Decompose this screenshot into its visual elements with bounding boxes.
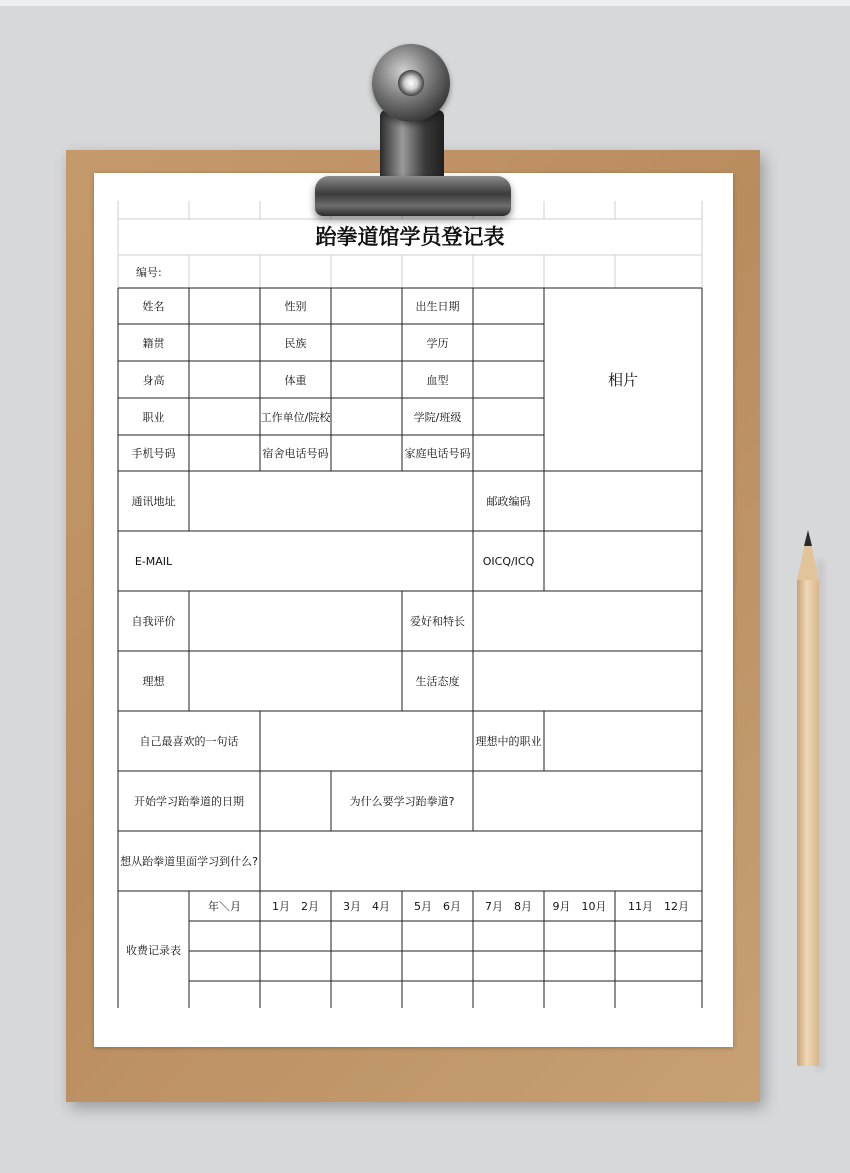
fee-header-nov-dec: 11月 12月 <box>628 900 689 913</box>
fee-header-mar-apr: 3月 4月 <box>343 900 390 913</box>
label-blood-type: 血型 <box>426 373 449 387</box>
fee-header-jul-aug: 7月 8月 <box>485 900 532 913</box>
label-postcode: 邮政编码 <box>486 495 531 508</box>
label-start-date: 开始学习跆拳道的日期 <box>134 795 244 808</box>
input-college-class[interactable] <box>473 398 544 435</box>
fee-cell[interactable] <box>331 951 402 981</box>
label-occupation: 职业 <box>142 410 165 424</box>
input-email[interactable] <box>189 531 473 591</box>
fee-header-year-month: 年＼月 <box>208 900 241 913</box>
fee-cell[interactable] <box>615 981 702 1008</box>
background-top-band <box>0 0 850 6</box>
label-life-attitude: 生活态度 <box>415 675 460 688</box>
label-weight: 体重 <box>284 373 307 387</box>
input-dorm-phone[interactable] <box>331 435 402 471</box>
input-life-attitude[interactable] <box>473 651 702 711</box>
input-weight[interactable] <box>331 361 402 398</box>
fee-cell[interactable] <box>189 921 260 951</box>
fee-cell[interactable] <box>260 921 331 951</box>
fee-cell[interactable] <box>544 921 615 951</box>
fee-cell[interactable] <box>331 981 402 1008</box>
label-fav-quote: 自己最喜欢的一句话 <box>139 735 239 748</box>
fee-cell[interactable] <box>260 951 331 981</box>
binder-clip-hole <box>398 70 424 96</box>
label-name: 姓名 <box>142 300 165 313</box>
input-postcode[interactable] <box>544 471 702 531</box>
fee-cell[interactable] <box>189 981 260 1008</box>
fee-cell[interactable] <box>402 951 473 981</box>
fee-cell[interactable] <box>473 981 544 1008</box>
input-start-date[interactable] <box>260 771 331 831</box>
fee-cell[interactable] <box>402 981 473 1008</box>
input-native-place[interactable] <box>189 324 260 361</box>
label-home-phone: 家庭电话号码 <box>404 447 471 460</box>
fee-cell[interactable] <box>402 921 473 951</box>
label-self-eval: 自我评价 <box>131 615 176 628</box>
pencil <box>797 530 819 1066</box>
label-education: 学历 <box>426 336 449 350</box>
label-native-place: 籍贯 <box>142 336 165 350</box>
fee-cell[interactable] <box>189 951 260 981</box>
label-college-class: 学院/班级 <box>413 410 462 424</box>
label-address: 通讯地址 <box>131 495 176 508</box>
label-ideal: 理想 <box>142 675 165 688</box>
input-home-phone[interactable] <box>473 435 544 471</box>
binder-clip-base <box>315 176 511 216</box>
fee-cell[interactable] <box>544 951 615 981</box>
number-label: 编号: <box>136 266 162 279</box>
label-ethnicity: 民族 <box>284 336 307 350</box>
input-birth-date[interactable] <box>473 288 544 324</box>
label-what-to-learn: 想从跆拳道里面学习到什么? <box>120 855 258 868</box>
form-title: 跆拳道馆学员登记表 <box>315 225 505 249</box>
input-what-to-learn[interactable] <box>260 831 702 891</box>
label-fee-record: 收费记录表 <box>126 943 181 957</box>
input-ethnicity[interactable] <box>331 324 402 361</box>
input-gender[interactable] <box>331 288 402 324</box>
label-gender: 性别 <box>284 300 307 313</box>
fee-header-may-jun: 5月 6月 <box>414 900 461 913</box>
input-blood-type[interactable] <box>473 361 544 398</box>
fee-header-jan-feb: 1月 2月 <box>272 900 319 913</box>
fee-cell[interactable] <box>615 951 702 981</box>
input-self-eval[interactable] <box>189 591 402 651</box>
fee-header-sep-oct: 9月 10月 <box>552 900 607 913</box>
fee-cell[interactable] <box>331 921 402 951</box>
input-why-learn[interactable] <box>473 771 702 831</box>
input-height[interactable] <box>189 361 260 398</box>
fee-cell[interactable] <box>615 921 702 951</box>
input-address[interactable] <box>189 471 473 531</box>
input-qq[interactable] <box>544 531 702 591</box>
input-ideal-job[interactable] <box>544 711 702 771</box>
label-birth-date: 出生日期 <box>415 300 460 313</box>
input-ideal[interactable] <box>189 651 402 711</box>
input-occupation[interactable] <box>189 398 260 435</box>
input-mobile[interactable] <box>189 435 260 471</box>
fee-cell[interactable] <box>473 951 544 981</box>
fee-cell[interactable] <box>260 981 331 1008</box>
label-qq: OICQ/ICQ <box>482 554 535 568</box>
label-height: 身高 <box>142 373 165 387</box>
pencil-body <box>797 580 819 1066</box>
input-fav-quote[interactable] <box>260 711 473 771</box>
label-dorm-phone: 宿舍电话号码 <box>262 447 329 460</box>
fee-cell[interactable] <box>544 981 615 1008</box>
photo-box[interactable]: 相片 <box>607 371 638 389</box>
input-workplace[interactable] <box>331 398 402 435</box>
label-mobile: 手机号码 <box>131 447 176 460</box>
label-why-learn: 为什么要学习跆拳道? <box>349 795 455 808</box>
fee-cell[interactable] <box>473 921 544 951</box>
label-workplace: 工作单位/院校 <box>260 410 331 424</box>
input-name[interactable] <box>189 288 260 324</box>
input-education[interactable] <box>473 324 544 361</box>
pencil-lead <box>804 530 812 546</box>
label-email: E-MAIL <box>134 554 173 568</box>
input-hobbies[interactable] <box>473 591 702 651</box>
label-hobbies: 爱好和特长 <box>410 615 465 628</box>
label-ideal-job: 理想中的职业 <box>475 735 542 748</box>
